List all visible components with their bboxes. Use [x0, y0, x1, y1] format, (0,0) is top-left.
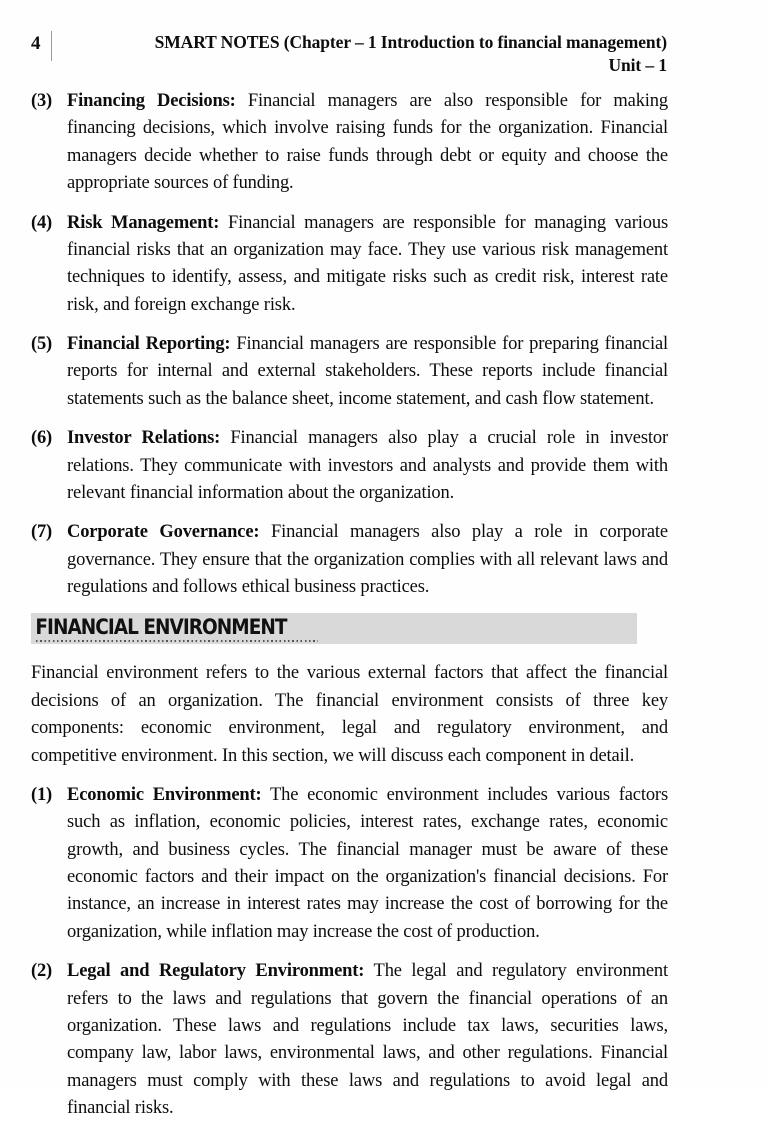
page-number: 4 — [31, 33, 41, 54]
section-heading-text: FINANCIAL ENVIRONMENT — [35, 615, 287, 640]
list-item — [31, 519, 668, 601]
list-item-body — [67, 425, 668, 507]
list-item — [31, 958, 668, 1122]
list-item-body — [67, 88, 668, 198]
list-item-text: The economic environment includes various factors such as inflation, economic policies, interest rates, exchange rates, economic growth, and business cycles. The financial manager must be aware of these economic factors and their impact on the organization's financial decisions. For instance, an increase in interest rates may increase the cost of borrowing for the organization, while inflation may increase the cost of production. — [67, 784, 668, 942]
list-item — [31, 331, 668, 413]
section-heading-dotted-underline — [36, 640, 318, 642]
list-item-body — [67, 519, 668, 601]
list-item-marker: (5) — [31, 334, 52, 354]
list-item-text: Financial managers also play a crucial role in investor relations. They communicate with investors and analysts and provide them with relevant financial information about the organization. — [67, 428, 669, 503]
list-item-label: Legal and Regulatory Environment: — [67, 961, 365, 982]
section-intro-paragraph: Financial environment refers to the various external factors that affect the financial decisions of an organization. The financial environment consists of three key components: economic environment, legal and regulatory environment, and competitive environment. In this section, we will discuss each component in detail. — [31, 663, 668, 766]
list-item — [31, 425, 668, 507]
list-item-label: Financial Reporting: — [67, 334, 231, 354]
page-content — [31, 88, 668, 1134]
list-item-label: Economic Environment: — [67, 784, 262, 805]
list-item-label: Risk Management: — [67, 212, 220, 233]
section-heading-band — [31, 613, 637, 644]
list-item-text: Financial managers are responsible for managing various financial risks that an organization may face. They use various risk management techniques to identify, assess, and mitigate risks such as credit risk, interest rate risk, and foreign exchange risk. — [67, 212, 668, 315]
list-item-marker: (1) — [31, 784, 52, 805]
list-item-marker: (4) — [31, 212, 52, 233]
header-unit-label: Unit – 1 — [608, 55, 667, 76]
list-item — [31, 210, 668, 320]
list-item-label: Financing Decisions: — [67, 91, 236, 111]
list-item-text: Financial managers also play a role in corporate governance. They ensure that the organization complies with all relevant laws and regulations and follows ethical business practices. — [67, 522, 668, 597]
list-item-body — [67, 958, 668, 1122]
header-chapter-title: SMART NOTES (Chapter – 1 Introduction to financial management) — [154, 32, 667, 52]
list-item-label: Investor Relations: — [67, 428, 221, 449]
list-item-body — [67, 782, 668, 946]
list-item-marker: (3) — [31, 91, 52, 111]
list-item-marker: (2) — [31, 961, 52, 982]
list-item-text: The legal and regulatory environment refers to the laws and regulations that govern the financial operations of an organization. These laws and regulations include tax laws, securities laws, company law, labor laws, environmental laws, and other regulations. Financial managers must comply with these laws and regulations to avoid legal and financial risks. — [67, 961, 668, 1118]
list-item-label: Corporate Governance: — [67, 522, 260, 543]
list-item — [31, 782, 668, 946]
list-item-text: Financial managers are also responsible for making financing decisions, which involve raising funds for the organization. Financial managers decide whether to raise funds through debt or equity and choose the appropriate sources of funding. — [67, 91, 668, 194]
list-item-body — [67, 210, 668, 320]
list-item-body — [67, 331, 668, 413]
list-item-marker: (6) — [31, 428, 52, 449]
list-item — [31, 88, 668, 198]
page-header — [31, 31, 668, 77]
header-title-block — [62, 31, 668, 77]
list-item-marker: (7) — [31, 522, 52, 543]
folio-divider-rule — [51, 31, 52, 61]
list-item-text: Financial managers are responsible for preparing financial reports for internal and external stakeholders. These reports include financial statements such as the balance sheet, income statement, and cash flow statement. — [67, 334, 668, 409]
